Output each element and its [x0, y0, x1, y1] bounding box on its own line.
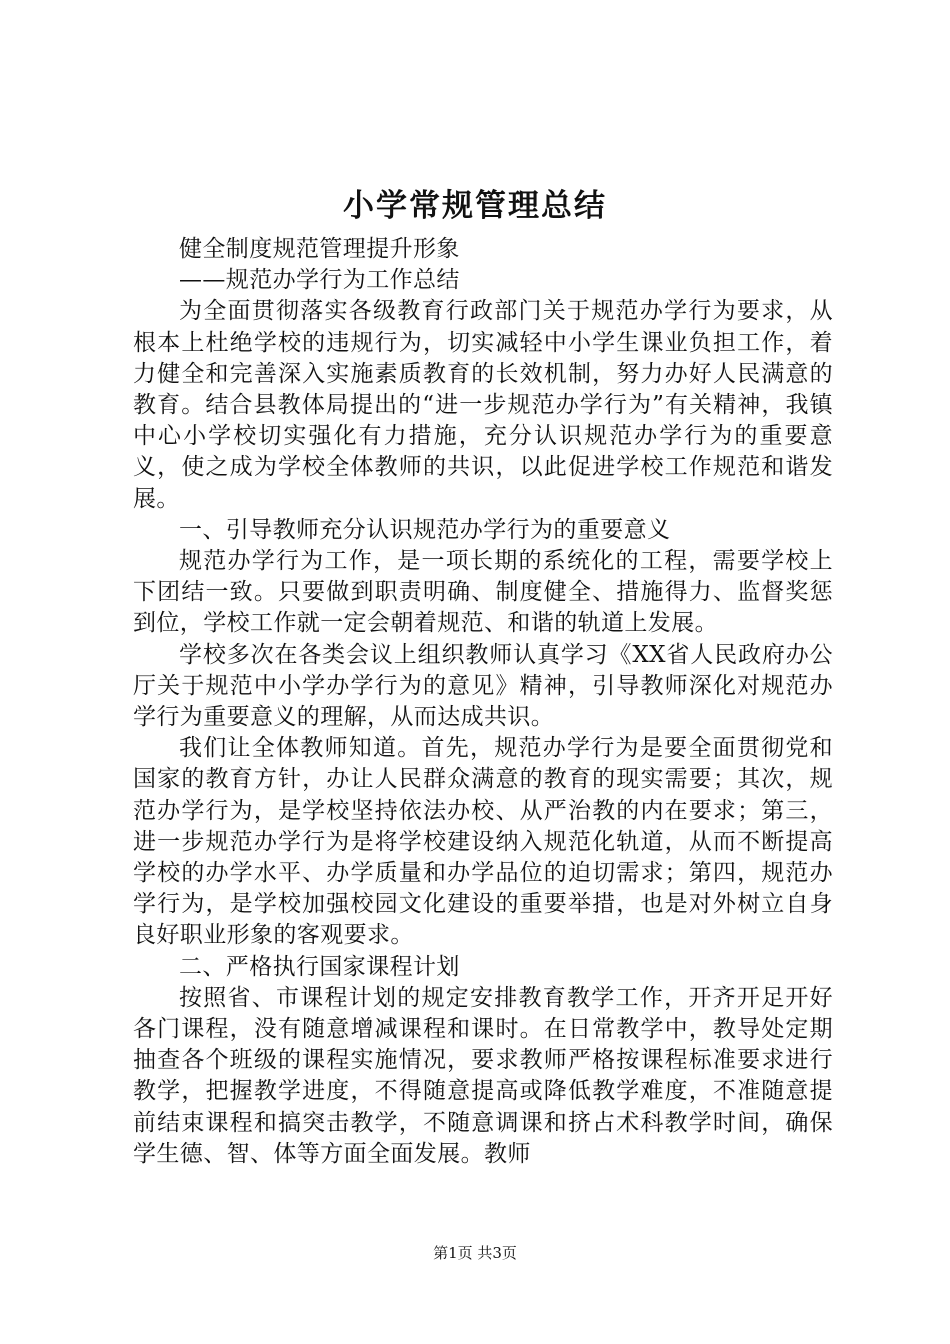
body-paragraph: 我们让全体教师知道。首先，规范办学行为是要全面贯彻党和国家的教育方针，办让人民群众满意的教育的现实需要；其次，规范办学行为，是学校坚持依法办校、从严治教的内在要求；第三，进一步规范办学行为是将学校建设纳入规范化轨道，从而不断提高学校的办学水平、办学质量和办学品位的迫切需求；第四，规范办学行为，是学校加强校园文化建设的重要举措，也是对外树立自身良好职业形象的客观要求。	[133, 735, 833, 949]
body-paragraph: 规范办学行为工作，是一项长期的系统化的工程，需要学校上下团结一致。只要做到职责明确、制度健全、措施得力、监督奖惩到位，学校工作就一定会朝着规范、和谐的轨道上发展。	[133, 548, 833, 637]
subtitle-line: 健全制度规范管理提升形象	[179, 236, 460, 262]
document-title: 小学常规管理总结	[343, 188, 607, 224]
body-paragraph: 按照省、市课程计划的规定安排教育教学工作，开齐开足开好各门课程，没有随意增减课程和课时。在日常教学中，教导处定期抽查各个班级的课程实施情况，要求教师严格按课程标准要求进行教学，把握教学进度，不得随意提高或降低教学难度，不准随意提前结束课程和搞突击教学，不随意调课和挤占术科教学时间，确保学生德、智、体等方面全面发展。教师	[133, 984, 833, 1167]
body-paragraph: 学校多次在各类会议上组织教师认真学习《XX省人民政府办公厅关于规范中小学办学行为的意见》精神，引导教师深化对规范办学行为重要意义的理解，从而达成共识。	[133, 641, 833, 731]
section-heading: 一、引导教师充分认识规范办学行为的重要意义	[179, 516, 671, 543]
section-heading: 二、严格执行国家课程计划	[179, 953, 460, 980]
subtitle-line: ——规范办学行为工作总结	[179, 267, 460, 294]
body-paragraph: 为全面贯彻落实各级教育行政部门关于规范办学行为要求，从根本上杜绝学校的违规行为，切实减轻中小学生课业负担工作，着力健全和完善深入实施素质教育的长效机制，努力办好人民满意的教育。结合县教体局提出的“进一步规范办学行为”有关精神，我镇中心小学校切实强化有力措施，充分认识规范办学行为的重要意义，使之成为学校全体教师的共识，以此促进学校工作规范和谐发展。	[133, 298, 833, 512]
page-number-footer: 第1页 共3页	[433, 1244, 517, 1262]
document-body	[133, 234, 833, 1170]
